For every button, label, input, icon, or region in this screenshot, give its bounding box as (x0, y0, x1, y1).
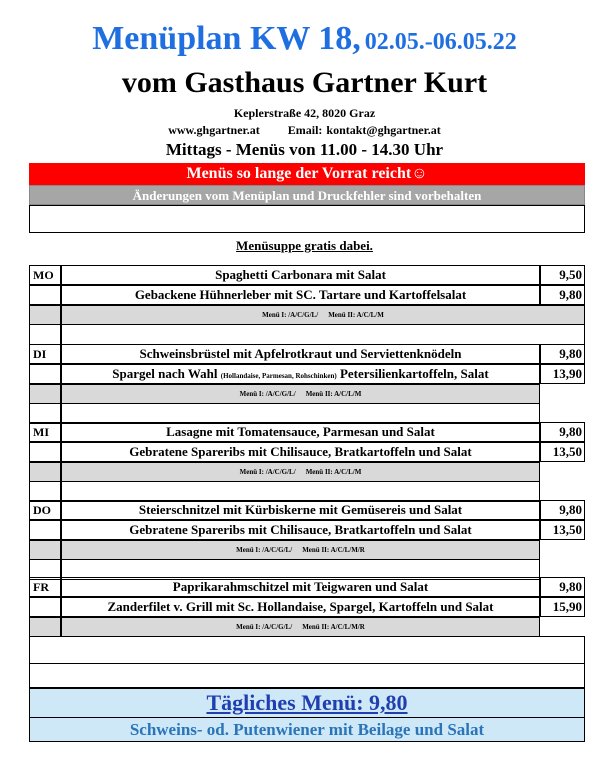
menu2-di-part1: Spargel nach Wahl (112, 366, 218, 381)
day-label-di: DI (29, 344, 61, 364)
empty-row (29, 636, 585, 664)
title-main: Menüplan KW 18, (92, 20, 361, 57)
day-blank (29, 364, 61, 384)
website-link[interactable]: www.ghgartner.at (168, 123, 260, 137)
allergen-menu1: Menü I: /A/C/G/L/ (239, 468, 296, 476)
daily-menu-title: Tägliches Menü: 9,80 (206, 690, 408, 715)
price2-mo: 9,80 (540, 285, 585, 305)
restaurant-name: vom Gasthaus Gartner Kurt (121, 66, 488, 99)
day-blank (29, 285, 61, 305)
menu1-do: Steierschnitzel mit Kürbiskerne mit Gemüsereis und Salat (61, 500, 540, 520)
price2-do: 13,50 (540, 520, 585, 540)
allergen-menu1: Menü I: /A/C/G/L/ (236, 546, 293, 554)
opening-hours: Mittags - Menüs von 11.00 - 14.30 Uhr (165, 140, 444, 159)
allergen-blank (29, 540, 61, 560)
address: Keplerstraße 42, 8020 Graz (233, 106, 376, 120)
menu2-di-note: (Hollandaise, Parmesan, Rohschinken) (220, 372, 337, 380)
day-blank (29, 597, 61, 617)
price1-do: 9,80 (540, 500, 585, 520)
allergen-menu1: Menü I: /A/C/G/L/ (239, 390, 296, 398)
price1-di: 9,80 (540, 344, 585, 364)
menu2-mi: Gebratene Spareribs mit Chilisauce, Bratkartoffeln und Salat (61, 442, 540, 462)
allergen-blank (29, 462, 61, 482)
price2-di: 13,90 (540, 364, 585, 384)
price1-mo: 9,50 (540, 265, 585, 285)
contact-line (0, 123, 609, 138)
allergen-menu2: Menü II: A/C/L/M (305, 390, 362, 398)
menu1-di: Schweinsbrüstel mit Apfelrotkraut und Serviettenknödeln (61, 344, 540, 364)
menu1-mi: Lasagne mit Tomatensauce, Parmesan und Salat (61, 422, 540, 442)
spacer-cell (61, 325, 585, 345)
spacer-cell (61, 482, 540, 502)
spacer-cell (29, 482, 61, 502)
day-blank (29, 520, 61, 540)
empty-row (29, 664, 585, 688)
menu1-mo: Spaghetti Carbonara mit Salat (61, 265, 540, 285)
menu2-di-part2: Petersilienkartoffeln, Salat (339, 366, 489, 381)
allergens-mo (61, 305, 585, 325)
day-label-mo: MO (29, 265, 61, 285)
spacer-cell (29, 404, 61, 424)
day-label-do: DO (29, 500, 61, 520)
allergen-menu2: Menü II: A/C/L/M/R (302, 623, 365, 631)
allergen-menu1: Menü I: /A/C/G/L/ (262, 311, 319, 319)
daily-menu-description: Schweins- od. Putenwiener mit Beilage und Salat (129, 720, 485, 739)
spacer-cell (61, 404, 540, 424)
title-dates: 02.05.-06.05.22 (364, 29, 517, 55)
allergen-blank (29, 617, 61, 637)
availability-banner: Menüs so lange der Vorrat reicht☺ (29, 163, 585, 185)
day-label-mi: MI (29, 422, 61, 442)
email-link[interactable]: Email: kontakt@ghgartner.at (287, 123, 441, 137)
allergens-fr (61, 617, 540, 637)
daily-menu-box (29, 688, 585, 742)
day-blank (29, 442, 61, 462)
allergen-menu2: Menü II: A/C/L/M (305, 468, 362, 476)
allergen-blank (29, 305, 61, 325)
allergen-menu1: Menü I: /A/C/G/L/ (236, 623, 293, 631)
allergen-menu2: Menü II: A/C/L/M/R (302, 546, 365, 554)
allergen-menu2: Menü II: A/C/L/M (328, 311, 384, 319)
price1-mi: 9,80 (540, 422, 585, 442)
price2-mi: 13,50 (540, 442, 585, 462)
price1-fr: 9,80 (540, 577, 585, 597)
disclaimer-banner: Änderungen vom Menüplan und Druckfehler sind vorbehalten (29, 185, 585, 205)
allergen-blank (29, 384, 61, 404)
allergens-di (61, 384, 540, 404)
price2-fr: 15,90 (540, 597, 585, 617)
soup-note: Menüsuppe gratis dabei. (236, 238, 373, 253)
day-label-fr: FR (29, 577, 61, 597)
allergens-do (61, 540, 540, 560)
empty-notice-box (29, 205, 585, 233)
spacer-cell (29, 325, 61, 345)
allergens-mi (61, 462, 540, 482)
menu2-fr: Zanderfilet v. Grill mit Sc. Hollandaise, Spargel, Kartoffeln und Salat (61, 597, 540, 617)
menu1-fr: Paprikarahmschitzel mit Teigwaren und Salat (61, 577, 540, 597)
menu2-do: Gebratene Spareribs mit Chilisauce, Bratkartoffeln und Salat (61, 520, 540, 540)
menu2-di (61, 364, 540, 384)
menu2-mo: Gebackene Hühnerleber mit SC. Tartare und Kartoffelsalat (61, 285, 540, 305)
menu-title (0, 20, 609, 58)
daily-divider (30, 717, 584, 718)
